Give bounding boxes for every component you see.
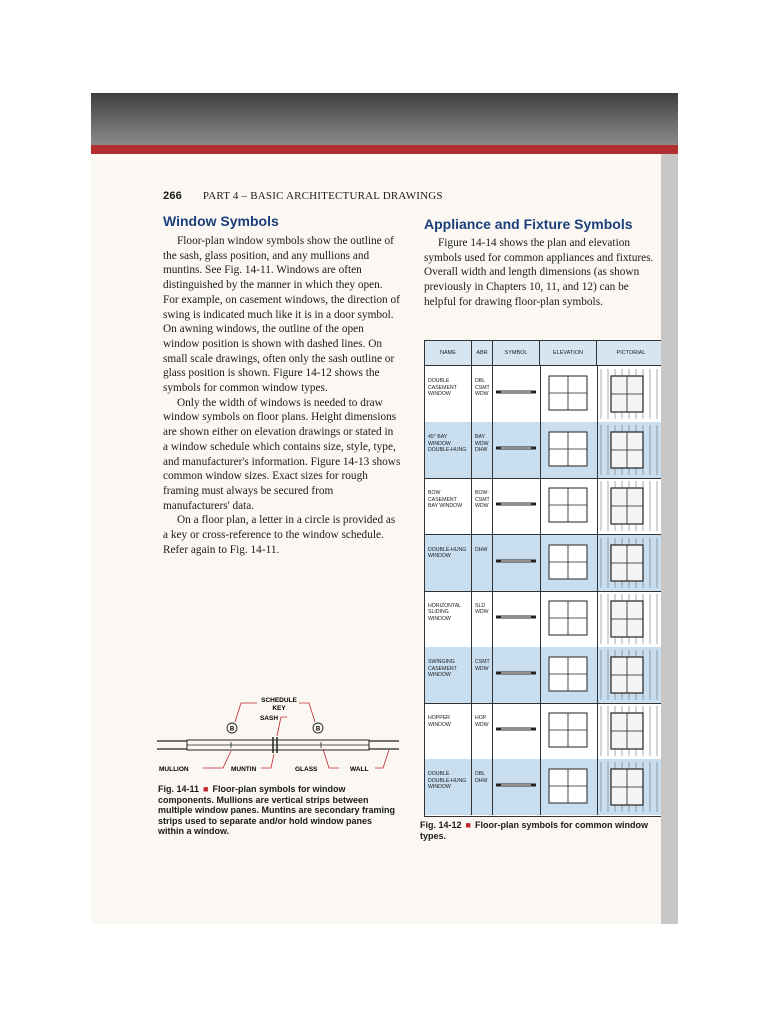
table-row xyxy=(425,647,661,704)
table-row xyxy=(425,422,661,479)
pictorial-window-icon xyxy=(597,422,661,478)
elevation-window-icon xyxy=(540,478,596,534)
scan-top-shadow xyxy=(91,93,678,145)
paragraph: On a floor plan, a letter in a circle is provided as a key or cross-reference to the window schedule. Refer again to Fig. 14-11. xyxy=(163,514,396,556)
plan-symbol-icon xyxy=(493,478,539,534)
window-name-cell: DOUBLE CASEMENT WINDOW xyxy=(425,366,472,422)
caption-text: Floor-plan symbols for common window types. xyxy=(420,820,648,841)
pictorial-window-icon xyxy=(597,647,661,703)
key-label: KEY xyxy=(272,705,286,712)
plan-symbol-icon xyxy=(493,422,539,478)
symbol-cell xyxy=(493,422,541,478)
window-name-cell: HOPPER WINDOW xyxy=(425,703,472,759)
table-header xyxy=(425,341,661,366)
pictorial-window-icon xyxy=(597,759,661,815)
caption-bullet-icon: ■ xyxy=(465,820,471,830)
plan-symbol-icon xyxy=(493,759,539,815)
key-letter: B xyxy=(315,726,321,733)
abbreviation-cell: DBL CSMT WDW xyxy=(472,366,493,422)
abbreviation-cell: CSMT WDW xyxy=(472,647,493,703)
column-header: NAME xyxy=(425,341,472,365)
pictorial-window-icon xyxy=(597,591,661,647)
running-header xyxy=(163,190,443,202)
caption-bullet-icon: ■ xyxy=(203,784,209,794)
pictorial-window-icon xyxy=(597,478,661,534)
pictorial-window-icon xyxy=(597,703,661,759)
wall-label: WALL xyxy=(350,766,369,773)
schedule-label: SCHEDULE xyxy=(261,697,297,704)
pictorial-window-icon xyxy=(597,366,661,422)
fig-14-11-caption xyxy=(158,784,398,837)
pictorial-cell xyxy=(597,535,661,591)
elevation-window-icon xyxy=(540,591,596,647)
plan-symbol-icon xyxy=(493,535,539,591)
plan-symbol-icon xyxy=(493,703,539,759)
symbol-cell xyxy=(493,703,541,759)
abbreviation-cell: BAY WDW DHW xyxy=(472,422,493,478)
pictorial-cell xyxy=(597,759,661,815)
elevation-cell xyxy=(540,759,598,815)
table-row xyxy=(425,759,661,815)
plan-symbol-icon xyxy=(493,591,539,647)
appliance-symbols-body xyxy=(424,236,656,310)
paragraph: Figure 14-14 shows the plan and elevation symbols used for common appliances and fixtures. Overall width and length dimensions (as shown previously in Chapters 10, 11, and 12) can be helpful for drawing floor-plan symbols. xyxy=(424,237,654,308)
part-title: PART 4 – BASIC ARCHITECTURAL DRAWINGS xyxy=(202,190,443,202)
mullion-label: MULLION xyxy=(159,766,189,773)
table-row xyxy=(425,591,661,648)
abbreviation-cell: DBL DHW xyxy=(472,759,493,815)
window-name-cell: SWINGING CASEMENT WINDOW xyxy=(425,647,472,703)
elevation-window-icon xyxy=(540,535,596,591)
table-row xyxy=(425,535,661,592)
glass-label: GLASS xyxy=(295,766,318,773)
abbreviation-cell: DHW xyxy=(472,535,493,591)
appliance-symbols-heading: Appliance and Fixture Symbols xyxy=(424,216,633,232)
pictorial-cell xyxy=(597,647,661,703)
elevation-cell xyxy=(540,647,598,703)
fig-14-12-caption xyxy=(420,820,660,841)
window-types-table xyxy=(424,340,661,817)
key-letter: B xyxy=(229,726,235,733)
abbreviation-cell: SLD WDW xyxy=(472,591,493,647)
pictorial-window-icon xyxy=(597,535,661,591)
window-name-cell: BOW CASEMENT BAY WINDOW xyxy=(425,478,472,534)
column-header: PICTORIAL xyxy=(616,350,646,356)
pictorial-cell xyxy=(597,366,661,422)
symbol-cell xyxy=(493,591,541,647)
elevation-cell xyxy=(540,478,598,534)
elevation-window-icon xyxy=(540,366,596,422)
elevation-cell xyxy=(540,703,598,759)
page-edge xyxy=(661,154,678,924)
paragraph: Floor-plan window symbols show the outline of the sash, glass position, and any mullions and muntins. See Fig. 14-11. Windows are often distinguished by the manner in which they open. For example, on casement windows, the direction of swing is indicated much like it is in a door symbol. On awning windows, the outline of the open window position is shown with dashed lines. On small scale drawings, often only the sash outline or glass position is shown. Figure 14-12 shows the symbols for common window types. xyxy=(163,235,400,395)
symbol-cell xyxy=(493,535,541,591)
symbol-cell xyxy=(493,366,541,422)
book-cover-edge xyxy=(91,145,678,154)
elevation-window-icon xyxy=(540,422,596,478)
column-header: ABR xyxy=(472,341,493,365)
elevation-window-icon xyxy=(540,703,596,759)
window-name-cell: DOUBLE-HUNG WINDOW xyxy=(425,535,472,591)
paragraph: Only the width of windows is needed to draw window symbols on floor plans. Height dimensions are shown either on elevation drawings or stated in a window schedule which contains size, style, type, and manufacturer's information. Figure 14-13 shows common window sizes. Exact sizes for rough framing must always be secured from manufacturers' data. xyxy=(163,396,401,512)
elevation-window-icon xyxy=(540,647,596,703)
symbol-cell xyxy=(493,647,541,703)
elevation-cell xyxy=(540,535,598,591)
caption-text: Floor-plan symbols for window components. Mullions are vertical strips between multiple window panes. Muntins are secondary framing strips used to separate and/or hold window panes within a window. xyxy=(158,784,396,836)
elevation-cell xyxy=(540,591,598,647)
window-name-cell: DOUBLE DOUBLE-HUNG WINDOW xyxy=(425,759,472,815)
pictorial-cell xyxy=(597,478,661,534)
caption-number: Fig. 14-12 xyxy=(420,820,462,830)
column-header: SYMBOL xyxy=(493,341,540,365)
window-symbols-heading: Window Symbols xyxy=(163,213,279,229)
book-page xyxy=(91,154,661,924)
table-row xyxy=(425,478,661,535)
column-header: ELEVATION xyxy=(540,341,597,365)
pictorial-cell xyxy=(597,591,661,647)
pictorial-cell xyxy=(597,422,661,478)
muntin-label: MUNTIN xyxy=(231,766,257,773)
symbol-cell xyxy=(493,478,541,534)
page-number: 266 xyxy=(163,190,182,202)
plan-symbol-icon xyxy=(493,366,539,422)
abbreviation-cell: HOP WDW xyxy=(472,703,493,759)
plan-symbol-icon xyxy=(493,647,539,703)
window-symbols-body xyxy=(163,234,401,557)
elevation-cell xyxy=(540,366,598,422)
window-name-cell: HORIZONTAL SLIDING WINDOW xyxy=(425,591,472,647)
table-row xyxy=(425,366,661,423)
sash-label: SASH xyxy=(259,715,279,722)
caption-number: Fig. 14-11 xyxy=(158,784,200,794)
table-row xyxy=(425,703,661,760)
elevation-window-icon xyxy=(540,759,596,815)
abbreviation-cell: BOW-CSMT WDW xyxy=(472,478,493,534)
elevation-cell xyxy=(540,422,598,478)
symbol-cell xyxy=(493,759,541,815)
window-component-diagram xyxy=(153,689,403,784)
pictorial-cell xyxy=(597,703,661,759)
window-name-cell: 45° BAY WINDOW DOUBLE-HUNG xyxy=(425,422,472,478)
